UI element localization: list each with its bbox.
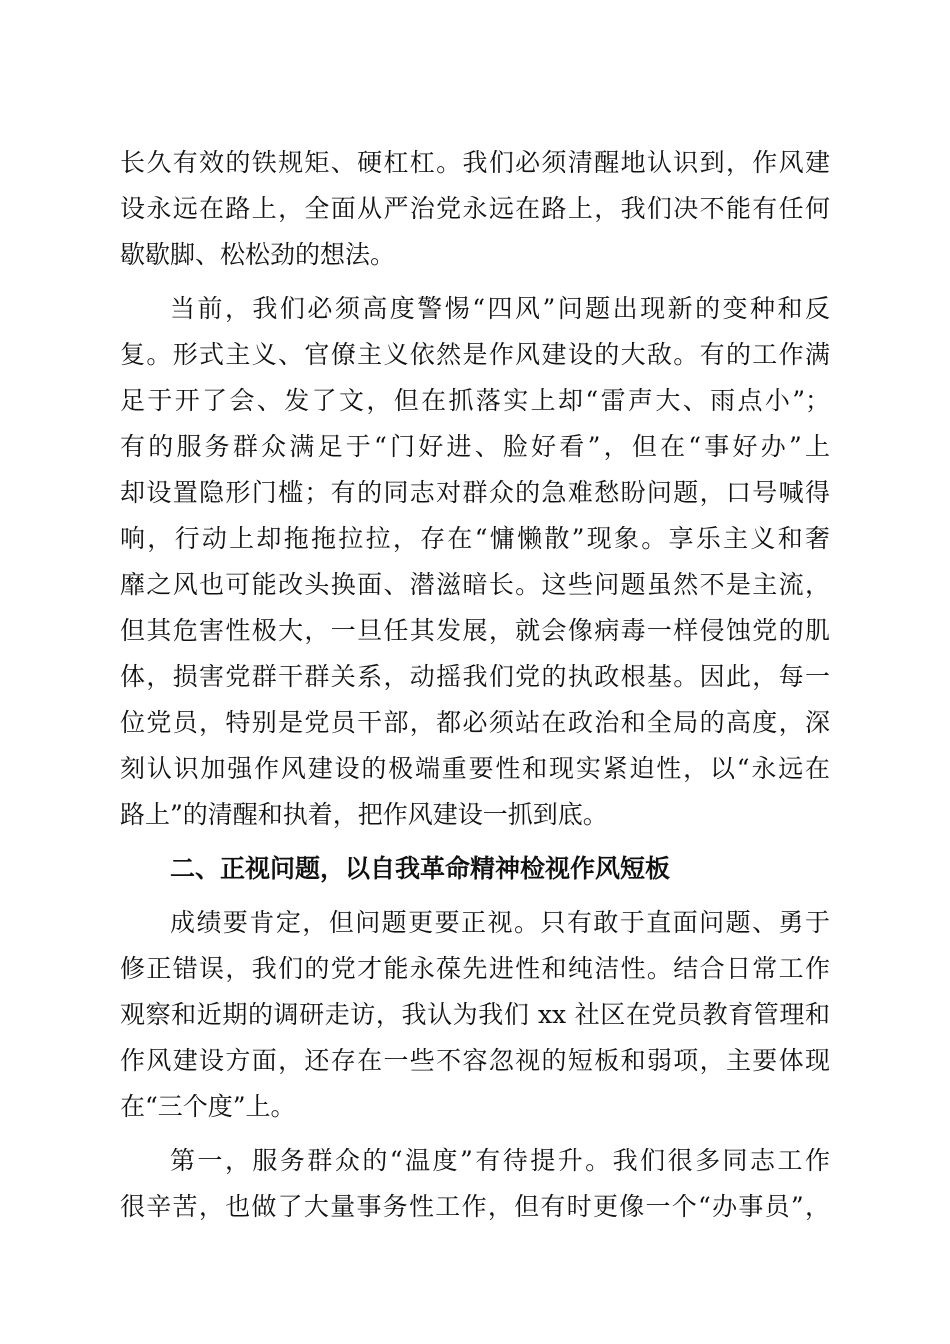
- text-line: 修正错误，我们的党才能永葆先进性和纯洁性。结合日常工作: [120, 954, 830, 983]
- text-line: 作风建设方面，还存在一些不容忽视的短板和弱项，主要体现: [120, 1046, 830, 1075]
- text-line: 很辛苦，也做了大量事务性工作，但有时更像一个“办事员”，: [120, 1192, 830, 1221]
- text-line: 观察和近期的调研走访，我认为我们 xx 社区在党员教育管理和: [120, 1000, 830, 1029]
- text-line: 当前，我们必须高度警惕“四风”问题出现新的变种和反: [170, 294, 830, 323]
- text-line: 体，损害党群干群关系，动摇我们党的执政根基。因此，每一: [120, 662, 830, 691]
- text-line: 设永远在路上，全面从严治党永远在路上，我们决不能有任何: [120, 194, 830, 223]
- document-page: [120, 140, 830, 1230]
- text-line: 路上”的清醒和执着，把作风建设一抓到底。: [120, 800, 608, 829]
- paragraph-1: [120, 140, 830, 278]
- paragraph-2: [120, 286, 830, 838]
- text-line: 第一，服务群众的“温度”有待提升。我们很多同志工作: [170, 1146, 830, 1175]
- text-line: 但其危害性极大，一旦任其发展，就会像病毒一样侵蚀党的肌: [120, 616, 830, 645]
- paragraph-4: [120, 1138, 830, 1230]
- text-line: 在“三个度”上。: [120, 1092, 296, 1121]
- text-line: 响，行动上却拖拖拉拉，存在“慵懒散”现象。享乐主义和奢: [120, 524, 830, 553]
- text-line: 成绩要肯定，但问题更要正视。只有敢于直面问题、勇于: [170, 908, 830, 937]
- text-line: 足于开了会、发了文，但在抓落实上却“雷声大、雨点小”；: [120, 386, 830, 415]
- text-line: 靡之风也可能改头换面、潜滋暗长。这些问题虽然不是主流，: [120, 570, 830, 599]
- text-line: 有的服务群众满足于“门好进、脸好看”，但在“事好办”上: [120, 432, 830, 461]
- text-line: 位党员，特别是党员干部，都必须站在政治和全局的高度，深: [120, 708, 830, 737]
- text-line: 复。形式主义、官僚主义依然是作风建设的大敌。有的工作满: [120, 340, 830, 369]
- text-line: 长久有效的铁规矩、硬杠杠。我们必须清醒地认识到，作风建: [120, 148, 830, 177]
- text-line: 歇歇脚、松松劲的想法。: [120, 240, 396, 269]
- section-heading: 二、正视问题，以自我革命精神检视作风短板: [170, 854, 671, 883]
- paragraph-3: [120, 900, 830, 1130]
- text-line: 却设置隐形门槛；有的同志对群众的急难愁盼问题，口号喊得: [120, 478, 830, 507]
- text-line: 刻认识加强作风建设的极端重要性和现实紧迫性，以“永远在: [120, 754, 830, 783]
